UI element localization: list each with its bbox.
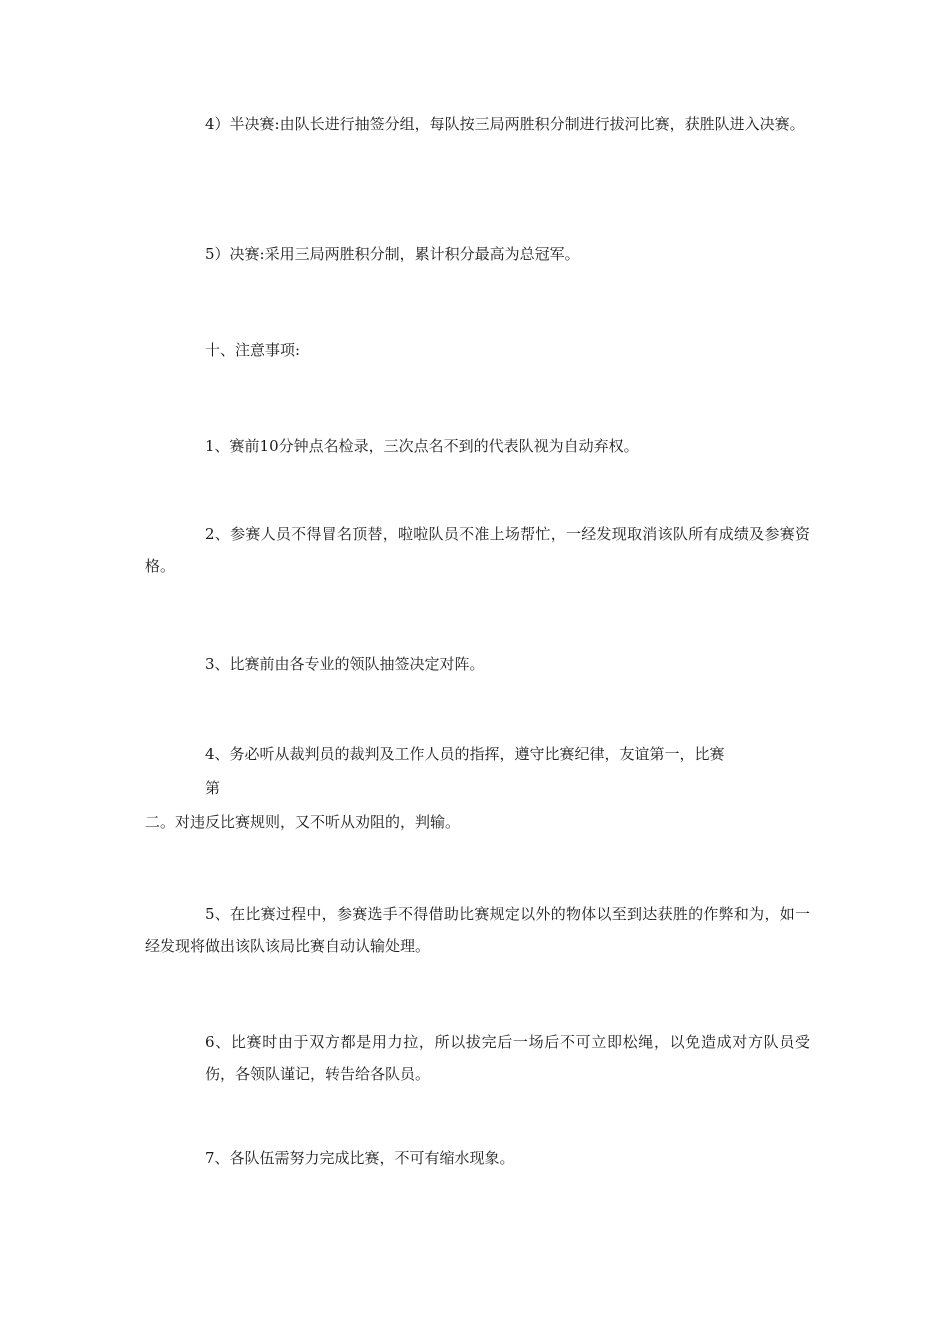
paragraph-note-4-line-2: 第 xyxy=(205,779,221,797)
section-heading-notes: 十、注意事项: xyxy=(205,341,301,359)
paragraph-final: 5）决赛:采用三局两胜积分制，累计积分最高为总冠军。 xyxy=(205,245,580,263)
paragraph-note-6: 6、比赛时由于双方都是用力拉，所以拔完后一场后不可立即松绳，以免造成对方队员受伤，各领队谨记，转告给各队员。 xyxy=(205,1033,810,1083)
paragraph-note-7: 7、各队伍需努力完成比赛，不可有缩水现象。 xyxy=(205,1149,515,1167)
paragraph-semifinal: 4）半决赛:由队长进行抽签分组，每队按三局两胜积分制进行拔河比赛，获胜队进入决赛。 xyxy=(205,115,805,133)
paragraph-note-2: 2、参赛人员不得冒名顶替，啦啦队员不准上场帮忙，一经发现取消该队所有成绩及参赛资格。 xyxy=(145,525,810,575)
paragraph-note-4-line-3: 二。对违反比赛规则，又不听从劝阻的，判输。 xyxy=(145,813,461,831)
paragraph-note-5: 5、在比赛过程中，参赛选手不得借助比赛规定以外的物体以至到达获胜的作弊和为，如一经发现将做出该队该局比赛自动认输处理。 xyxy=(145,905,810,955)
paragraph-note-4-line-1: 4、务必听从裁判员的裁判及工作人员的指挥，遵守比赛纪律，友谊第一，比赛 xyxy=(205,745,725,763)
paragraph-note-3: 3、比赛前由各专业的领队抽签决定对阵。 xyxy=(205,655,485,673)
paragraph-note-1: 1、赛前10分钟点名检录，三次点名不到的代表队视为自动弃权。 xyxy=(205,437,639,455)
